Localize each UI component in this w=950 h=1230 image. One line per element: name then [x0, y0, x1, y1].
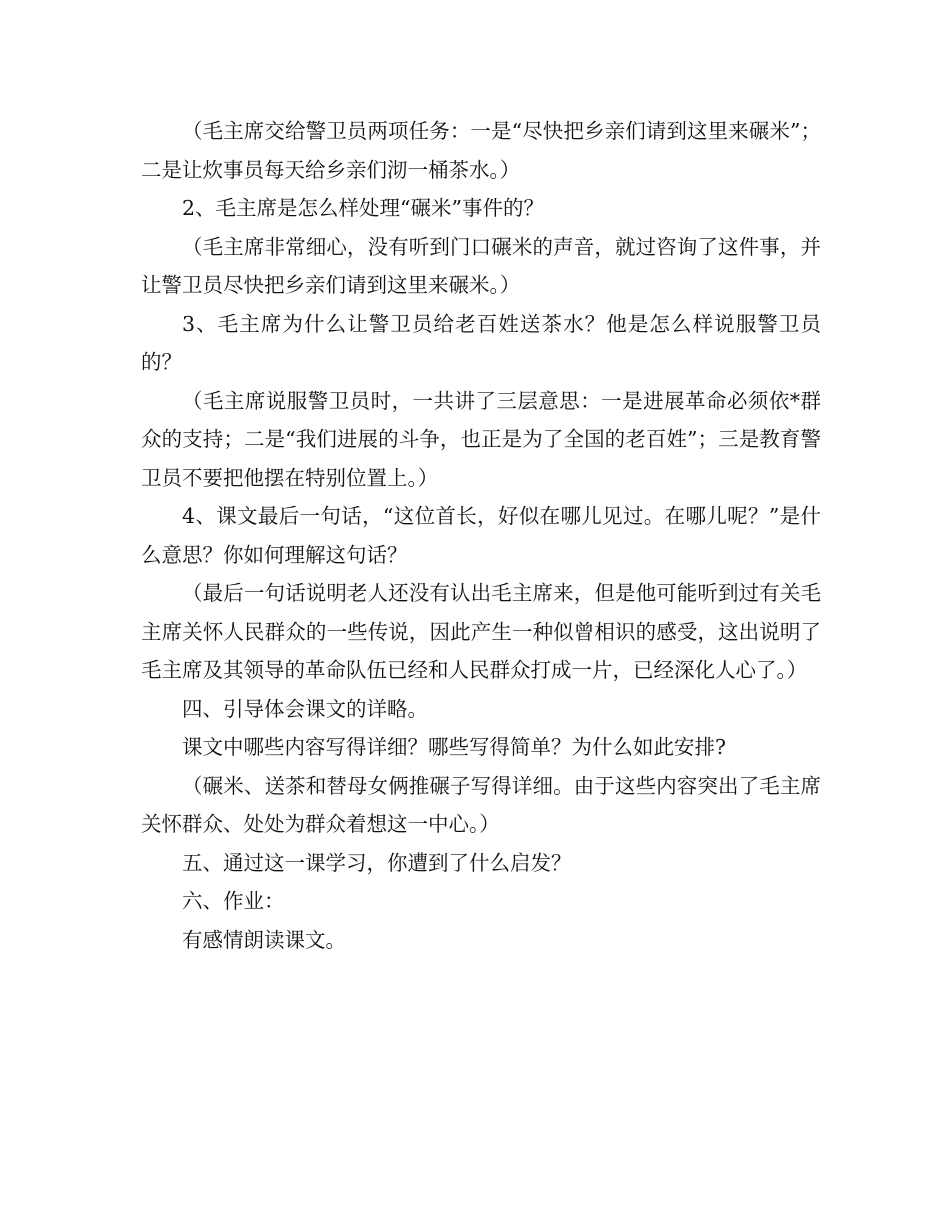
- question-3: 3、毛主席为什么让警卫员给老百姓送茶水？他是怎么样说服警卫员的？: [141, 311, 821, 374]
- section-question: 课文中哪些内容写得详细？哪些写得简单？为什么如此安排?: [182, 735, 726, 759]
- question-4: 4、课文最后一句话，“这位首长，好似在哪儿见过。在哪儿呢？”是什么意思？你如何理解这句话？: [141, 504, 821, 567]
- question-2: 2、毛主席是怎么样处理“碾米”事件的？: [182, 196, 545, 220]
- section-heading-6: 六、作业：: [182, 889, 285, 913]
- section-heading-5: 五、通过这一课学习，你遭到了什么启发？: [182, 850, 572, 875]
- answer-paragraph-3: （毛主席说服警卫员时，一共讲了三层意思：一是进展革命必须依*群众的支持；二是“我们进展的斗争，也正是为了全国的老百姓”；三是教育警卫员不要把他摆在特别位置上。）: [141, 388, 821, 490]
- homework-item: 有感情朗读课文。: [182, 927, 346, 952]
- section-heading-4: 四、引导体会课文的详略。: [182, 696, 428, 721]
- answer-paragraph-4: （最后一句话说明老人还没有认出毛主席来，但是他可能听到过有关毛主席关怀人民群众的一些传说，因此产生一种似曾相识的感受，这出说明了毛主席及其领导的革命队伍已经和人民群众打成一片，已经深化人心了。）: [141, 581, 821, 682]
- document-body: [141, 112, 821, 959]
- answer-paragraph-task: （毛主席交给警卫员两项任务：一是“尽快把乡亲们请到这里来碾米”；二是让炊事员每天给乡亲们沏一桶茶水。）: [141, 119, 821, 182]
- answer-paragraph-2: （毛主席非常细心，没有听到门口碾米的声音，就过咨询了这件事，并让警卫员尽快把乡亲们请到这里来碾米。）: [141, 234, 821, 297]
- section-answer: （碾米、送茶和替母女俩推碾子写得详细。由于这些内容突出了毛主席关怀群众、处处为群众着想这一中心。）: [141, 773, 821, 836]
